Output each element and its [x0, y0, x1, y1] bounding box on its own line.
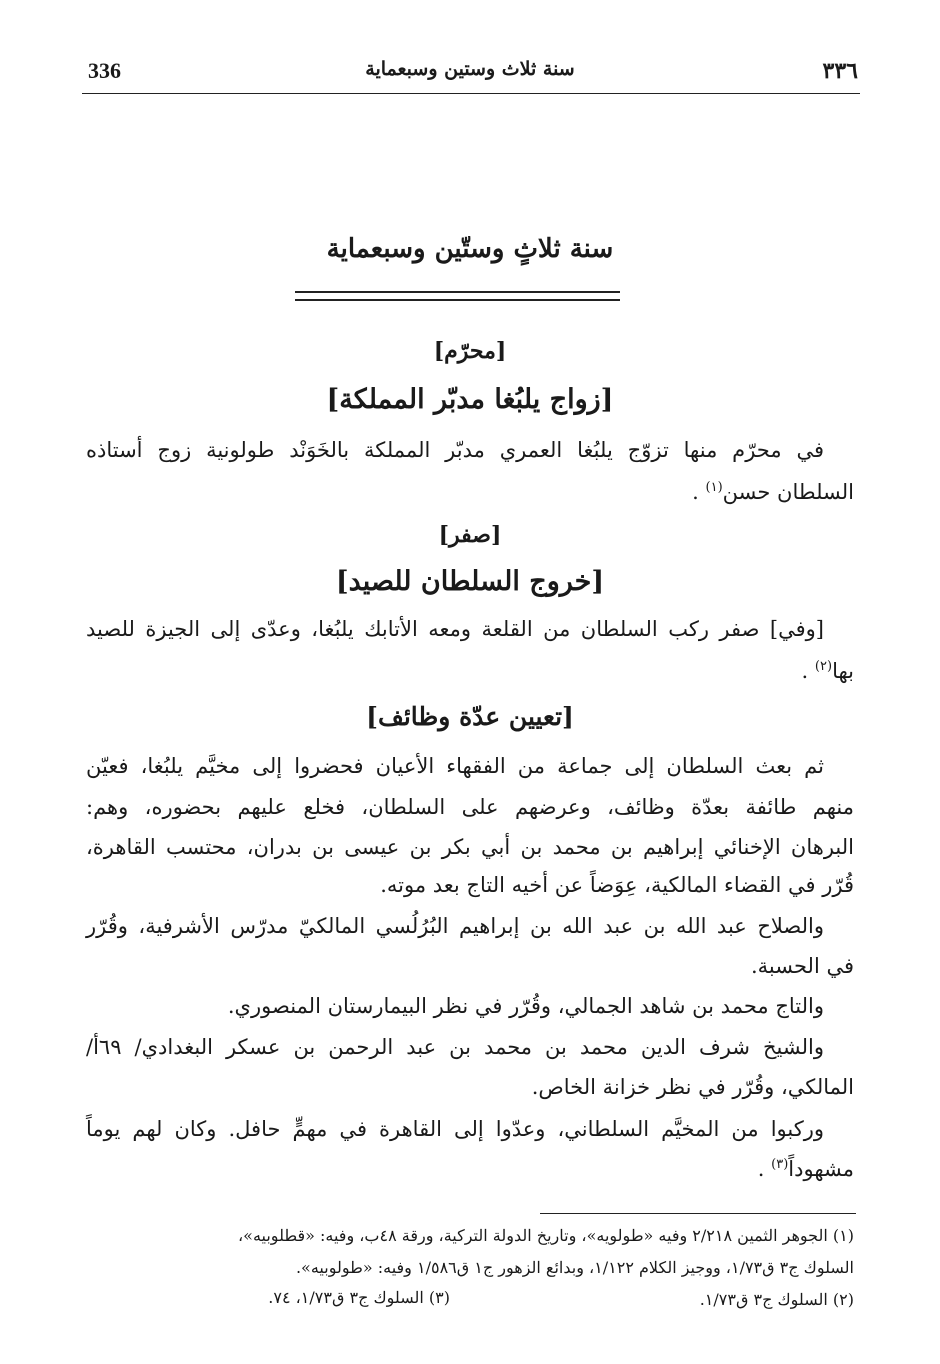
paragraph-7-line-2 [758, 1157, 854, 1181]
header-rule [82, 93, 860, 94]
paragraph-7-line-1: وركبوا من المخيَّم السلطاني، وعدّوا إلى القاهرة في مهمٍّ حافل. وكان لهم يوماً [86, 1117, 824, 1141]
section-heading-appointments: [تعيين عدّة وظائف] [366, 702, 574, 731]
p7-line2-end: . [757, 1157, 765, 1181]
page-number-latin: 336 [88, 58, 121, 83]
running-title: سنة ثلاث وستين وسبعماية [365, 58, 575, 80]
p1-line2-end: . [692, 480, 699, 504]
paragraph-6-line-2: المالكي، وقُرّر في نظر خزانة الخاص. [531, 1075, 854, 1099]
footnote-ref-1: (١) [705, 480, 723, 495]
paragraph-4-line-1: والصلاح عبد الله بن عبد الله بن إبراهيم البُرُلُسي المالكيّ مدرّس الأشرفية، وقُرّر [86, 914, 824, 938]
p1-line2-text: السلطان حسن [722, 480, 854, 504]
footnote-2: (٢) السلوك ج٣ ق١/٧٣. [699, 1290, 854, 1309]
section-heading-hunting: [خروج السلطان للصيد] [335, 566, 605, 597]
page-number-arabic: ٣٣٦ [822, 58, 858, 84]
year-title: سنة ثلاثٍ وستّين وسبعماية [326, 234, 614, 264]
paragraph-3-line-4: قُرّر في القضاء المالكية، عِوَضاً عن أخيه التاج بعد موته. [380, 873, 854, 897]
footnote-1-line-1: (١) الجوهر الثمين ٢/٢١٨ وفيه «طولويه»، وتاريخ الدولة التركية، ورقة ٤٨ب، وفيه: «قطلوبيه»، [237, 1226, 854, 1245]
paragraph-3-line-3: البرهان الإخنائي إبراهيم بن محمد بن أبي بكر بن عيسى بن بدران، محتسب القاهرة، [86, 835, 854, 859]
paragraph-1-line-1: في محرّم منها تزوّج يلبُغا العمري مدبّر المملكة بالخَوَنْد طولونية زوج أستاذه [86, 438, 824, 462]
footnote-rule [540, 1213, 856, 1214]
month-heading-muharram: [محرّم] [433, 338, 507, 364]
paragraph-2-line-1: [وفي] صفر ركب السلطان من القلعة ومعه الأتابك يلبُغا، وعدّى إلى الجيزة للصيد [86, 617, 824, 641]
month-heading-safar: [صفر] [438, 522, 502, 548]
paragraph-3-line-2: منهم طائفة بعدّة وظائف، وعرضهم على السلطان، فخلع عليهم بحضوره، وهم: [86, 795, 854, 819]
p7-line2-text: مشهوداً [788, 1157, 854, 1181]
paragraph-5-line-1: والتاج محمد بن شاهد الجمالي، وقُرّر في نظر البيمارستان المنصوري. [227, 994, 824, 1018]
footnote-ref-3: (٣) [771, 1157, 789, 1172]
p2-line2-text: بها [832, 659, 854, 683]
p2-line2-end: . [801, 659, 809, 683]
paragraph-4-line-2: في الحسبة. [750, 954, 854, 978]
paragraph-1-line-2 [692, 480, 854, 504]
title-rule-bottom [295, 299, 620, 301]
paragraph-3-line-1: ثم بعث السلطان إلى جماعة من الفقهاء الأعيان فحضروا إلى مخيَّم يلبُغا، فعيّن [86, 754, 824, 778]
paragraph-6-line-1: والشيخ شرف الدين محمد بن محمد بن عبد الرحمن بن عسكر البغدادي/ ٦٩أ/ [86, 1035, 824, 1059]
footnote-3: (٣) السلوك ج٣ ق١/٧٣، ٧٤. [268, 1288, 450, 1307]
section-heading-marriage: [زواج يلبُغا مدبّر المملكة] [326, 384, 614, 415]
title-rule-top [295, 291, 620, 293]
paragraph-2-line-2 [802, 659, 854, 683]
footnote-ref-2: (٢) [814, 659, 833, 674]
footnote-1-line-2: السلوك ج٣ ق١/٧٣، ووجيز الكلام ١/١٢٢، وبدائع الزهور ج١ ق١/٥٨٦ وفيه: «طولوبيه». [295, 1258, 854, 1277]
